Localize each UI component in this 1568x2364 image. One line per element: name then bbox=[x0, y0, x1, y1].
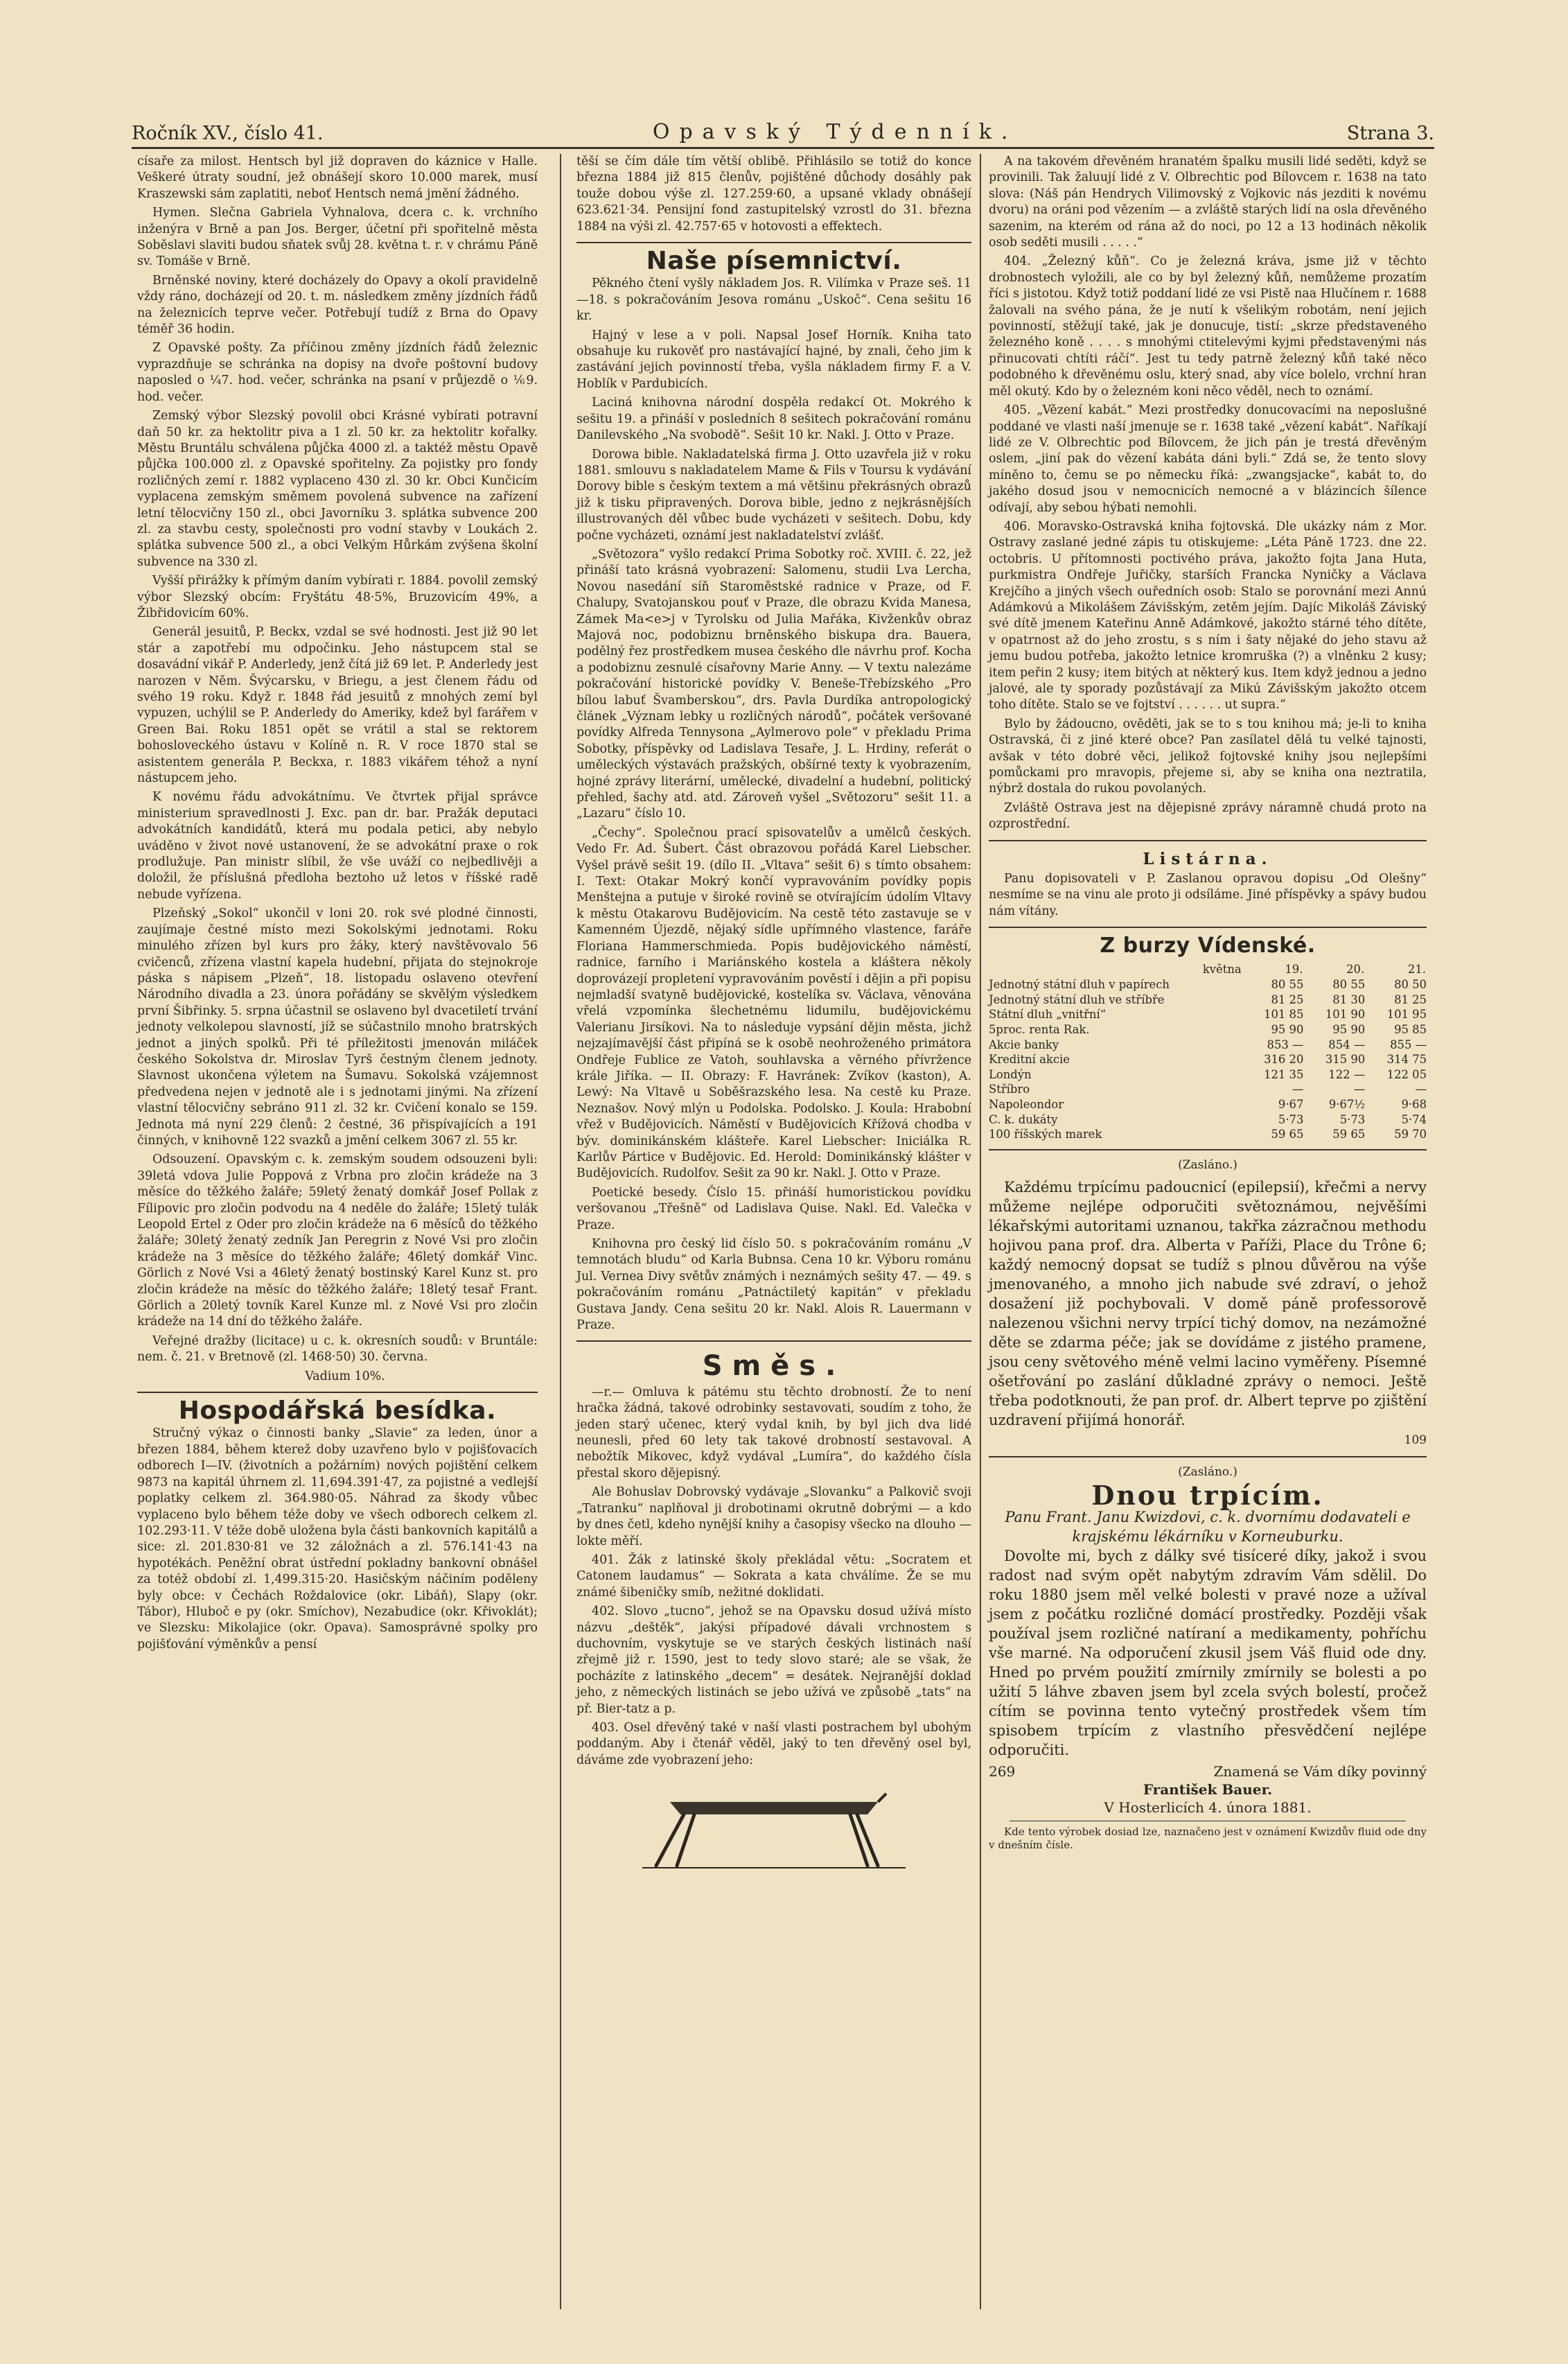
burza-value: 80 50 bbox=[1394, 978, 1427, 992]
header-rule bbox=[132, 147, 1434, 149]
burza-table bbox=[989, 961, 1427, 1142]
article-paragraph: 401. Žák z latinské školy překládal větu: „Socratem et Catonem laudamus“ — Sokrata a kata chválíme. Že se mu známé šibeničky smíb, nežitné doklidati. bbox=[576, 1552, 971, 1600]
article-paragraph: Hymen. Slečna Gabriela Vyhnalova, dcera c. k. vrchního inženýra v Brně a pan Jos. Berger, účetní při spořitelně města Soběslavi slaviti budou sňatek svůj 28. května t. r. v chrámu Páně sv. Tomáše v Brně. bbox=[137, 206, 538, 269]
burza-value: 59 70 bbox=[1394, 1128, 1427, 1141]
burza-value: 314 75 bbox=[1386, 1053, 1427, 1067]
article-paragraph: 404. „Železný kůň“. Co je železná kráva, jsme již v těchto drobnostech vyložili, ale co by byl železný kůň, nemůžeme prozatím říci s jistotou. Když totiž poddaní lidé ze vsi Pistě naa Hlučínem r. 1688 žalovali na svého pána, že je nutí k všelikým robotám, není jejich povinností, stěžují také, jak je donucuje, tistí: „skrze představeného železného koně . . . . s mnohými ctitelevými kyjmi představenými nás přinucovati chtíti ráčí“. Jest tu tedy patrně železný kůň také něco podobného k dřevěnému oslu, který snad, aby více bolelo, vrchní hran měl okutý. Kdo by o železném koni něco věděl, nech to oznámí. bbox=[989, 254, 1427, 399]
article-paragraph: Poetické besedy. Číslo 15. přináší humoristickou povídku veršovanou „Třešně“ od Ladislava Quise. Nakl. Ed. Valečka v Praze. bbox=[576, 1185, 971, 1232]
section-title: Naše písemnictví. bbox=[646, 247, 902, 276]
article-paragraph: 402. Slovo „tucno“, jehož se na Opavsku dosud užívá místo názvu „deštěk“, jakýsi případové dávali vrchnostem s duchovním, vyskytuje se ve starých českých listinách naší zřejmě již r. 1590, jest to tedy slovo staré; ale se však, že pocházíte z latinského „decem“ = desátek. Nejranější doklad jeho, z německých listinách se jebo užívá ve způsobě „tats“ na př. Bier-tatz a p. bbox=[576, 1604, 971, 1716]
burza-value: 81 25 bbox=[1394, 992, 1427, 1006]
advertisement-gout: Dovolte mi, bych z dálky své tisíceré díky, jakož i svou radost nad svým opět nabytým zdravím Vám sdělil. Do roku 1880 jsem měl velké bolesti v pravé noze a užíval jsem z počátku rozličné domácí prostředky. Později však používal jsem rozličné natíraní a medikamenty, pohříchu vše marné. Na odporučení zkusil jsem Váš fluid ode dny. Hned po prvém použití zmírnily zmírnily se bolesti a po užití 5 láhve zbaven jsem byl zcela svých bolestí, pročež cítím se povinna tento vytečný prostředek všem tím spisobem trpícím z vlastního přesvědčení nejlépe odporučiti. bbox=[989, 1548, 1427, 1759]
article-paragraph: 405. „Vězení kabát.“ Mezi prostředky donucovacími na neposlušné poddané ve vlasti naší jmenuje se r. 1638 také „vězení kabát“. Naříkají lidé ze V. Olbrechtic pod Bílovcem, že jich pán je trestá dřevěným oslem, „jiní pak do vězení kabáta dáni byli.“ Zdá se, že tento slovy míněno to, čemu se po německu říká: „zwangsjacke“, kabát to, do jakého dosud jsou v nemocnicích nemocné a v blázincích šílence odívají, aby sebou hýbati nemohli. bbox=[989, 403, 1427, 515]
section-title: Směs. bbox=[702, 1350, 846, 1383]
burza-value: 122 05 bbox=[1386, 1067, 1427, 1081]
section-rule bbox=[989, 927, 1427, 928]
article-paragraph: Brněnské noviny, které docházely do Opavy a okolí pravidelně vždy ráno, docházejí od 20. t. m. následkem změny jízdních řádů na železnicích teprve večer. Potřebují tudíž z Brna do Opavy téměř 36 hodin. bbox=[137, 273, 538, 337]
burza-header-cell: 20. bbox=[1346, 962, 1365, 976]
burza-value: — bbox=[1353, 1083, 1366, 1096]
section-rule bbox=[137, 1392, 538, 1393]
burza-title: Z burzy Vídenské. bbox=[1100, 934, 1316, 958]
section-rule bbox=[989, 840, 1427, 841]
burza-row bbox=[989, 1052, 1427, 1067]
burza-body bbox=[989, 977, 1427, 1142]
article-paragraph: Knihovna pro český lid číslo 50. s pokračováním románu „V temnotách bludu“ od Karla Bubnsa. Cena 10 kr. Výboru románu Jul. Vernea Divy světův známých i neznámých sešity 47. — 49. s pokračováním románu „Patnáctiletý kapitán“ v překladu Gustava Jandy. Cena sešitu 20 kr. Nakl. Alois R. Lauermann v Praze. bbox=[576, 1237, 971, 1333]
burza-value: 5·73 bbox=[1278, 1112, 1304, 1126]
article-paragraph: Ale Bohuslav Dobrovský vydávaje „Slovanku“ a Palkovič svoji „Tatranku“ naplňoval ji drobotinami okrutně dobrými — a kdo by dnes četl, kdeho nynější knihy a časopisy všecko na dlouho — lokte měří. bbox=[576, 1485, 971, 1548]
burza-value: 80 55 bbox=[1271, 978, 1304, 992]
burza-header-row bbox=[989, 961, 1427, 978]
burza-value: 853 — bbox=[1267, 1037, 1304, 1051]
issue-number: Ročník XV., číslo 41. bbox=[132, 123, 324, 144]
burza-value: 9·68 bbox=[1401, 1098, 1427, 1112]
section-rule bbox=[989, 1149, 1427, 1150]
page-header bbox=[132, 103, 1434, 144]
article-paragraph: Zemský výbor Slezský povolil obci Krásné vybírati potravní daň 50 kr. za hektolitr piva a 1 zl. 50 kr. za hektolitr kořalky. Městu Bruntálu schválena půjčka 4000 zl. a taktéž městu Opavě půjčka 100.000 zl. z Opavské spořitelny. Za pojistky pro fondy rozličných zemí r. 1882 vyplaceno 430 zl. 30 kr. Obci Kunčicím vyplacena zemským směmem povolená subvence na zařízení letní tělocvičny 150 zl., obci Javorníku 3. splátka subvence 200 zl. za stavbu cesty, společnosti pro vodní stavby v Loukách 2. splátka subvence 500 zl., a obci Velkým Hůrkám zvýšena školní subvence na 330 zl. bbox=[137, 409, 538, 569]
column-2 bbox=[576, 154, 971, 2323]
ad-address: Panu Frant. Janu Kwizdovi, c. k. dvornímu dodavateli e krajskému lékárníku v Korneuburku. bbox=[1005, 1509, 1411, 1546]
article-paragraph: Stručný výkaz o činnosti banky „Slavie“ za leden, únor a březen 1884, během kterež doby uzavřeno bylo v pojišťovacích odborech I—IV. (životních a požárním) nových pojištění celkem 9873 na kapitál úhrnem zl. 11,694.391·47, za pojistné a vedlejší poplatky celkem zl. 364.980·05. Náhrad za škody vůbec vyplaceno bylo během téže doby ve všech odborech celkem zl. 102.293·11. V téže době uložena byla části bankovních kapitálů a sice: zl. 201.830·81 ve 32 záložnách a zl. 576.141·43 na hypotékách. Peněžní obrat ústřední pokladny bankovní obnášel za totéž období zl. 1,499.315·20. Hasičským náčiním poděleny byly obce: v Čechách Roždalovice (okr. Libáň), Slapy (okr. Tábor), Hluboč e py (okr. Smíchov), Nezabudice (okr. Křivoklát); ve Slezsku: Mikolajice (okr. Opava). Samosprávné spolky pro pojišťování výměnkův a pensí bbox=[137, 1426, 538, 1652]
article-paragraph: Z Opavské pošty. Za příčinou změny jízdních řádů železnic vyprazdňuje se schránka na dopisy na dvoře poštovní budovy naposled o ¼7. hod. večer, schránka na psaní v průjezdě o ⅙9. hod. večer. bbox=[137, 341, 538, 404]
burza-label: Napoleondor bbox=[989, 1098, 1064, 1112]
burza-value: 59 65 bbox=[1332, 1128, 1366, 1141]
section-rule bbox=[576, 1340, 971, 1342]
article-paragraph: těší se čím dále tím větší oblibě. Přihlásilo se totiž do konce března 1884 již 815 členův, pojištěné důchody dosáhly pak touže dobou výše zl. 127.259·60, a upsané vklady obnášejí 623.621·34. Pensijní fond zastupitelský vzrostl do 31. března 1884 na výši zl. 42.757·65 v hotovosti a effektech. bbox=[576, 155, 971, 234]
section-title: Hospodářská besídka. bbox=[178, 1396, 497, 1426]
burza-value: 854 — bbox=[1328, 1037, 1366, 1051]
ad-place-date: V Hosterlicích 4. února 1881. bbox=[1104, 1799, 1312, 1816]
burza-value: 81 30 bbox=[1332, 992, 1366, 1006]
column-3 bbox=[989, 154, 1427, 2323]
burza-row bbox=[989, 1037, 1427, 1053]
burza-value: 80 55 bbox=[1332, 978, 1366, 992]
listarna-title: Listárna. bbox=[1143, 849, 1273, 868]
burza-value: 5·74 bbox=[1401, 1112, 1427, 1126]
burza-value: 95 85 bbox=[1394, 1023, 1427, 1037]
burza-value: 5·73 bbox=[1339, 1112, 1366, 1126]
advertisement-epilepsy: Každému trpícímu padoucnicí (epilepsií), křečmi a nervy můžeme nejlépe odporučiti světoznámou, nejvěšími lékařskými autoritami uznanou, takřka zázračnou methodu hojivou pana prof. dra. Alberta v Paříži, Place du Trône 6; každý nemocný dopsat se tudíž s plnou důvěrou na výše jmenovaného, a mnoho jich nabude své zdraví, o jehož dosažení již pochybovali. V domě páně professorově nalezenou všichni nervy trpící tichý domov, na nezámožné děte se zdarma péče; jak se dovídáme z jistého pramene, jsou ceny světového méně velmi lacino vyměřeny. Písemné ošetřování po zaslání důkladné zprávy o nemoci. Ještě třeba podotknouti, že pan prof. dr. Albert teprve po zjištění uzdravení přijímá honorář. bbox=[989, 1179, 1427, 1429]
burza-value: — bbox=[1415, 1083, 1427, 1096]
masthead-title: Opavský Týdenník. bbox=[652, 120, 1018, 144]
article-paragraph: Zvláště Ostrava jest na dějepisné zprávy náramně chudá proto na ozprostřední. bbox=[989, 800, 1427, 832]
article-paragraph: Laciná knihovna národní dospěla redakcí Ot. Mokrého k sešitu 19. a přináší v posledních 8 sešitech pokračování románu Danilevského „Na svobodě“. Sešit 10 kr. Nakl. J. Otto v Praze. bbox=[576, 396, 971, 443]
burza-row bbox=[989, 992, 1427, 1008]
article-paragraph: Veřejné dražby (licitace) u c. k. okresních soudů: v Bruntále: nem. č. 21. v Bretnově (zl. 1468·50) 30. června. bbox=[137, 1333, 538, 1365]
burza-value: 122 — bbox=[1328, 1067, 1366, 1081]
burza-label: Jednotný státní dluh v papírech bbox=[989, 978, 1170, 992]
burza-value: 59 65 bbox=[1271, 1128, 1304, 1141]
ad-number: 109 bbox=[1404, 1433, 1427, 1448]
burza-row bbox=[989, 1067, 1427, 1083]
article-paragraph: Vadium 10%. bbox=[305, 1369, 385, 1383]
burza-label: Kreditní akcie bbox=[989, 1053, 1070, 1067]
burza-label: 100 říšských marek bbox=[989, 1128, 1102, 1141]
burza-value: 95 90 bbox=[1271, 1023, 1304, 1037]
article-paragraph: císaře za milost. Hentsch byl již dopraven do káznice v Halle. Veškeré útraty soudní, jež obnášejí skoro 10.000 marek, musí Kraszewski sám zaplatiti, neboť Hentsch nemá jmění žádného. bbox=[137, 155, 538, 201]
burza-row bbox=[989, 1097, 1427, 1112]
wooden-donkey-figure bbox=[628, 1774, 919, 1878]
burza-value: — bbox=[1292, 1083, 1304, 1096]
burza-row bbox=[989, 1112, 1427, 1128]
burza-label: Státní dluh „vnitřní“ bbox=[989, 1008, 1107, 1022]
ad-closing-row bbox=[989, 1762, 1427, 1780]
burza-value: 101 95 bbox=[1386, 1008, 1427, 1022]
burza-value: 101 90 bbox=[1325, 1008, 1366, 1022]
listarna-text: Panu dopisovateli v P. Zaslanou opravou dopisu „Od Olešny“ nesmíme se na vinu ale proto ji odsíláme. Jiné příspěvky a spávy budou nám vítány. bbox=[989, 872, 1427, 918]
article-paragraph: —r.— Omluva k pátému stu těchto drobností. Že to není hračka žádná, takové odrobinky sestavovati, soudím z toho, že jeden starý učenec, který vydal knih, by byl jich dva lidé neunesli, před 60 lety tak takové drobností sestavoval. A nebožtík Mikovec, když vydával „Lumíra“, do každého čísla přestal skoro dějepisný. bbox=[576, 1385, 971, 1480]
advertisement-title: Dnou trpícím. bbox=[1091, 1480, 1324, 1512]
burza-value: 9·67 bbox=[1278, 1098, 1304, 1112]
burza-label: C. k. dukáty bbox=[989, 1112, 1058, 1126]
burza-label: Londýn bbox=[989, 1067, 1032, 1081]
article-paragraph: Vyšší přirážky k přímým daním vybírati r. 1884. povolil zemský výbor Slezský obcím: Fryštátu 48·5%, Bruzovicím 49%, a Žibřidovicím 60%. bbox=[137, 574, 538, 620]
zaslano-label: (Zasláno.) bbox=[1178, 1464, 1237, 1479]
article-paragraph: „Světozora“ vyšlo redakcí Prima Sobotky roč. XVIII. č. 22, jež přináší tato krásná vyobrazení: Salomenu, studii Lva Lercha, Novou nasedání síň Staroměstské radnice v Praze, od F. Chalupy, Svatojanskou pouť v Praze, dle obrazu Kvida Manesa, Zámek Ma<e>j v Tyrolsku od Julia Mařáka, Kivženkův obraz Majová noc, podobiznu brněnského biskupa dra. Bauera, podělný řez prostředkem musea českého dle návrhu prof. Kocha a podobiznu zesnulé císařovny Marie Anny. — V textu nalezáme pokračování historické povídky V. Beneše-Třebízského „Pro bílou labuť Švamberskou“, drs. Pavla Durdíka antropologický článek „Význam lebky u rozličných národů“, počátek veršované povídky Alfreda Tennysona „Aylmerovo pole“ v překladu Prima Sobotky, příspěvky od Ladislava Tesaře, J. L. Hrdiny, referát o uměleckých výstavách pražských, obšírné texty k vyobrazením, hojné zprávy literární, umělecké, divadelní a hudební, politický přehled, šachy atd. atd. Zároveň vyšel „Světozoru“ sešit 11. a „Lazaru“ číslo 10. bbox=[576, 547, 971, 821]
burza-row bbox=[989, 1127, 1427, 1142]
burza-value: 315 90 bbox=[1325, 1053, 1366, 1067]
burza-row bbox=[989, 1082, 1427, 1097]
ad-footnote: Kde tento výrobek dosiad lze, naznačeno jest v oznámení Kwizdův fluid ode dny v dnešním čísle. bbox=[989, 1825, 1427, 1852]
burza-label: 5proc. renta Rak. bbox=[989, 1023, 1090, 1037]
article-paragraph: K novému řádu advokátnímu. Ve čtvrtek přijal správce ministerium spravedlnosti J. Exc. pan dr. bar. Pražák deputaci advokátních kandidátů, která mu podala petici, aby nebylo uváděno v život nové ustanovení, že se advokátní praxe o rok prodlužuje. Pan ministr slíbil, že vše uváží co nejbedlivěji a doložil, že příslušná předloha beztoho už letos v říšské radě nebude vyřízena. bbox=[137, 790, 538, 902]
burza-value: 81 25 bbox=[1271, 992, 1304, 1006]
zaslano-label: (Zasláno.) bbox=[1178, 1157, 1237, 1172]
article-paragraph: „Čechy“. Společnou prací spisovatelův a umělců českých. Vedo Fr. Ad. Šubert. Část obrazovou pořádá Karel Liebscher. Vyšel právě sešit 19. (dílo II. „Vltava“ sešit 6) s tímto obsahem: I. Text: Otakar Mokrý končí vypravováním povídky popis Menštejna a putuje v široké rovině se otvírajícím údolím Vltavy k městu Otakarovu Budějovicím. Na cestě této zastavuje se v Kamenném Újezdě, nějaký sídle upřímného vlastence, faráře Floriana Hammerschmieda. Popis budějovického náměstí, radnice, farního i Mariánského kostela a kláštera několy doprovázejí propletení vypravováním pověstí i dějin a při popisu nejmladší svatyně budějovické, kostelíka sv. Václava, věnována vřelá vzpomínka šlechetnému lidumilu, budějovickému Valerianu Jirsíkovi. Na to následuje vypsání dějin města, jichž nejzajímavější část připíná se k osobě neohroženého primátora Ondřeje Fublice ze Vatoh, souhlavska a věrného přívržence krále Jiříka. — II. Obrazy: F. Havránek: Zvíkov (kaston), A. Lewý: Na Vltavě u Soběšrazského lesa. Na cestě ku Praze. Neznašov. Nový mlýn u Podolska. Podolsko. J. Koula: Hrabobní vřež v Budějovicích. Náměstí v Budějovicích Křížová chodba v býv. dominikánském klášteře. Karel Liebscher: Iniciálka R. Karlův Pártice v Budějovic. Ed. Herold: Dominikánský klášter v Budějovicích. Rudolfov. Sešit za 90 kr. Nakl. J. Otto v Praze. bbox=[576, 825, 971, 1181]
page-number: Strana 3. bbox=[1346, 123, 1434, 144]
burza-header-cell: 19. bbox=[1285, 962, 1303, 976]
article-paragraph: Hajný v lese a v poli. Napsal Josef Horník. Kniha tato obsahuje ku rukověť pro nastávající hajné, by znali, čeho jim k zastávání jejich povinností třeba, vyšla nákladem firmy F. a V. Hoblík v Pardubicích. bbox=[576, 328, 971, 391]
column-divider bbox=[560, 154, 561, 2309]
article-paragraph: Generál jesuitů, P. Beckx, vzdal se své hodnosti. Jest již 90 let stár a zapotřebí mu odpočinku. Jeho nástupcem stal se dosavádní vikář P. Anderledy, jenž čítá již 69 let. P. Anderledy jest narozen v Něm. Švýcarsku, v Briegu, a jest členem řádu od svého 19 roku. Když r. 1848 řád jesuitů z mnohých zemí byl vypuzen, uchýlil se P. Anderledy do Ameriky, kdež byl farářem v Green Bai. Roku 1851 opět se vrátil a stal se rektorem bohosloveckého ústavu v Kolíně n. R. V roce 1870 stal se asistentem generála P. Beckxa, r. 1883 vikářem téhož a nyní nástupcem jeho. bbox=[137, 625, 538, 786]
burza-label: Stříbro bbox=[989, 1083, 1030, 1096]
burza-label: Jednotný státní dluh ve stříbře bbox=[989, 992, 1165, 1006]
ad-signature: František Bauer. bbox=[1143, 1781, 1273, 1798]
article-paragraph: 406. Moravsko-Ostravská kniha fojtovská. Dle ukázky nám z Mor. Ostravy zaslané jedné zápis tu otiskujeme: „Léta Páně 1723. dne 22. octobris. U přítomnosti poctivého práva, jakožto fojta Jana Huta, purkmistra Ondřeje Juřičky, starších Francka Nyničky a Václava Krejčího a jiných všech ouředních osob: Stalo se porovnání mezi Annú Adámkovú a Mikolášem Závišským, zetěm jejím. Dajíc Mikoláš Záviský své dítě jmenem Kateřinu Anně Adámkové, jakožto stárné tého dítěte, v opatrnost až do jeho zrostu, s s ním i šaty nějaké do jeho stavu až jemu budou potřeba, jakožto letnice kromruška (?) a vlněnku 2 kusy; item peřin 2 kusy; item bitých at některý kus. Item když jednou a jedno jalové, ale ty sporady pozůstávají za Mikú Závišským jakožto otcem toho dítěte. Stalo se ve fojtství . . . . . . ut supra.“ bbox=[989, 519, 1427, 712]
wooden-donkey-illustration bbox=[628, 1774, 919, 1878]
column-divider bbox=[980, 154, 981, 2309]
article-paragraph: Pěkného čtení vyšly nákladem Jos. R. Vilímka v Praze seš. 11—18. s pokračováním Jesova románu „Uskoč“. Cena sešitu 16 kr. bbox=[576, 277, 971, 324]
burza-header-cell: 21. bbox=[1407, 962, 1426, 976]
burza-header-cell: května bbox=[1202, 962, 1242, 976]
article-paragraph: Bylo by žádoucno, ověděti, jak se to s tou knihou má; je-li to kniha Ostravská, či z jiné které obce? Pan zasílatel dělá tu velké tajnosti, avšak v této dobré věci, jelikož fojtovské knihy jsou nejlepšími pomůckami pro mravopis, přejeme si, aby se kniha ona neztratila, nýbrž dostala do rukou povolaných. bbox=[989, 717, 1427, 796]
section-rule bbox=[576, 242, 971, 243]
burza-row bbox=[989, 977, 1427, 992]
burza-value: 316 20 bbox=[1264, 1053, 1304, 1067]
article-paragraph: 403. Osel dřevěný také v naší vlasti postrachem byl ubohým poddaným. Aby i čtenář věděl, jaký to ten dřevěný osel byl, dáváme zde vyobrazení jeho: bbox=[576, 1720, 971, 1767]
burza-value: 95 90 bbox=[1332, 1023, 1366, 1037]
burza-row bbox=[989, 1007, 1427, 1022]
burza-value: 121 35 bbox=[1264, 1067, 1304, 1081]
article-paragraph: Odsouzení. Opavským c. k. zemským soudem odsouzeni byli: 39letá vdova Julie Poppová z Vrbna pro zločin krádeže na 3 měsíce do těžkého žaláře; 59letý ženatý domkář Josef Pollak z Fílipovic pro zločin podvodu na 4 neděle do žaláře; 15letý tulák Leopold Ertel z Oder pro zločin krádeže na 6 měsíců do těžkého žaláře; 30letý ženatý zedník Jan Peregrin z Nové Vsi pro zločin krádeže na 3 měsíce do těžkého žaláře; 46letý domkář Vinc. Görlich z Nové Vsi a 46letý ženatý bostinský Karel Kunz st. pro zločin krádeže na měsíc do těžkého žaláře; 18letý tesař Frant. Görlich a 20letý tovník Karel Kunze ml. z Nové Vsi pro zločin krádeže na 14 dní do těžkého žaláře. bbox=[137, 1153, 538, 1329]
ad-number: 269 bbox=[989, 1763, 1016, 1780]
section-rule bbox=[989, 1456, 1427, 1457]
burza-label: Akcie banky bbox=[989, 1037, 1059, 1051]
burza-row bbox=[989, 1022, 1427, 1037]
ad-closing: Znamená se Vám díky povinný bbox=[1213, 1763, 1427, 1780]
article-paragraph: Dorowa bible. Nakladatelská firma J. Otto uzavřela již v roku 1881. smlouvu s nakladatelem Mame & Fils v Toursu k vydávání Dorovy bible s českým textem a má většinu překrásných obrazů již k tisku připravených. Dorova bible, jedno z nejkrásnějších illustrovaných děl vůbec bude vycházeti v sešitech. Dobu, kdy počne vycházeti, oznámí jest nakladatelství zvlášť. bbox=[576, 447, 971, 543]
article-paragraph: Plzeňský „Sokol“ ukončil v loni 20. rok své plodné činnosti, zaujímaje čestné místo mezi Sokolskými jednotami. Roku minulého zřízen byl kurs pro žáky, který navštěvovalo 56 cvičenců, zřízena vlastní kapela hudební, přijata do stejnokroje páska s nápisem „Plzeň“, 18. listopadu oslaveno otevření Národního divadla a 23. února pořádány se skvělým výsledkem první Šibřinky. 5. srpna účastnil se oslaveno byl dvacetiletí trvání jednoty velkolepou slavností, jíž se súčastnilo mnoho bratrských jednot a jiných spolků. Při té příležitosti jmenován miláček českého Sokolstva dr. Miroslav Tyrš čestným členem jednoty. Slavnost ukončena výletem na Šumavu. Sokolská vzájemnost předvedena nejen v jednotě ale i s jednotami jinými. Na zřízení vlastní tělocvičny sebráno 911 zl. 32 kr. Cvičení konalo se 159. Jednota má nyní 229 členů: 2 čestné, 36 přispívajících a 191 činných, v knihovně 122 svazků a jmění celkem 3067 zl. 55 kr. bbox=[137, 907, 538, 1148]
article-paragraph: A na takovém dřevěném hranatém špalku musili lidé seděti, když se provinili. Tak žaluují lidé z V. Olbrechtic pod Bílovcem r. 1638 na tato slova: (Náš pán Hendrych Vilimovský z Vojkovic nás jezditi k novému dvoru) na oráni pod vězením — a zvláště starých lidí na osla dřevěného sazenim, na kterém od rána až do noci, po 12 a 13 hodinách několik osob seděti musili . . . . .“ bbox=[989, 155, 1427, 250]
burza-value: 101 85 bbox=[1264, 1008, 1304, 1022]
burza-value: 9·67½ bbox=[1328, 1098, 1366, 1112]
burza-value: 855 — bbox=[1390, 1037, 1427, 1051]
column-1 bbox=[137, 154, 538, 2323]
